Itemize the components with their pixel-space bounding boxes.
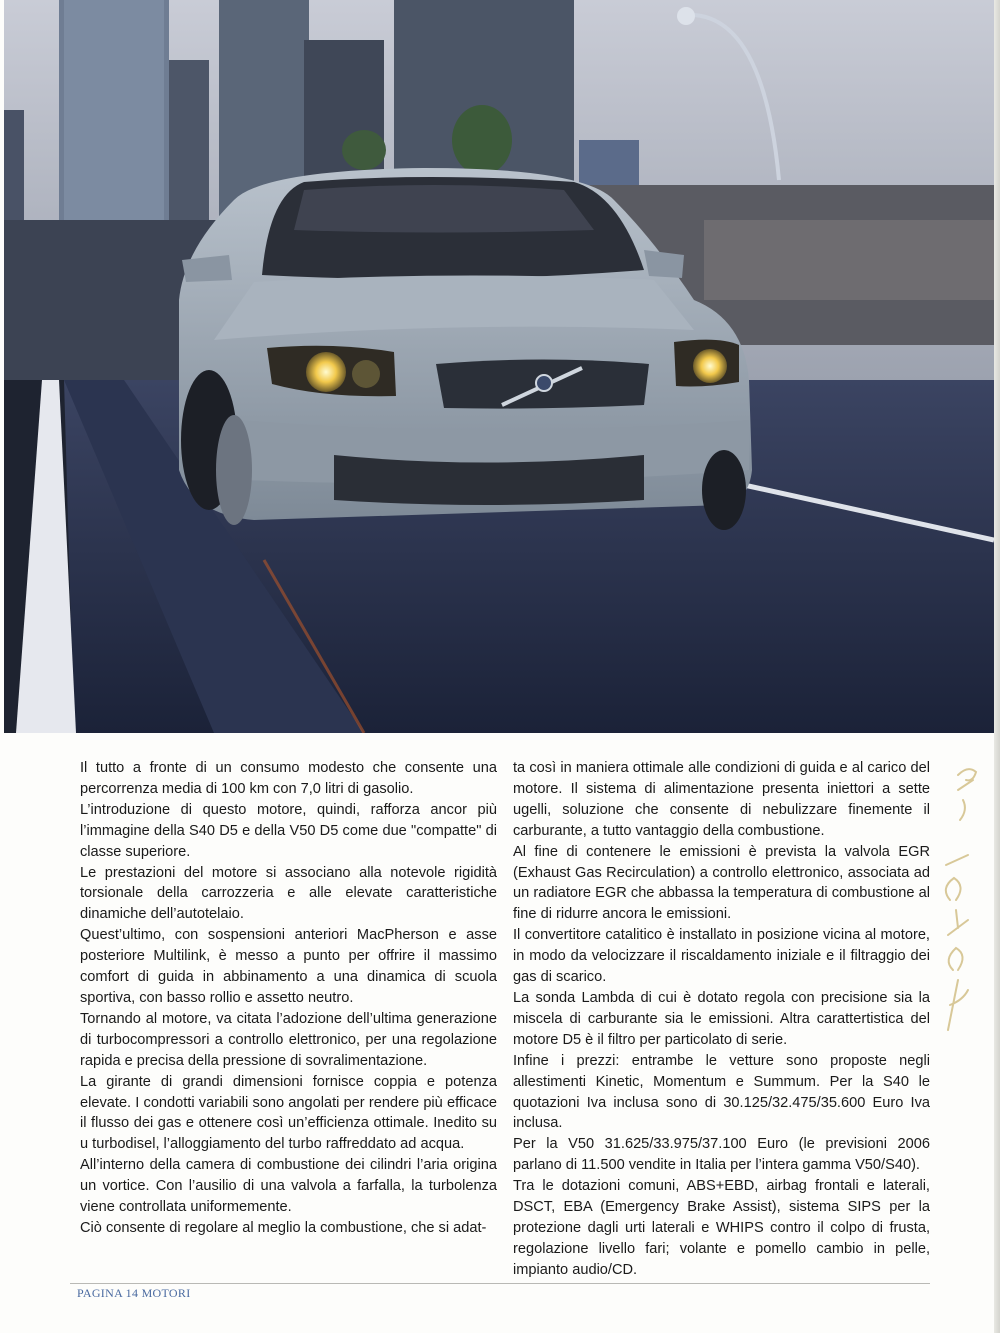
article-body	[80, 758, 930, 1278]
paragraph: L’introduzione di questo motore, quindi, rafforza ancor più l’immagine della S40 D5 e della V50 D5 come due "compatte" di classe superiore.	[80, 801, 497, 860]
footer-divider	[70, 1283, 930, 1284]
article-left-column	[80, 758, 497, 1239]
car-photo-illustration	[4, 0, 994, 733]
paragraph: Il convertitore catalitico è installato in posizione vicina al motore, in modo da velocizzare il riscaldamento iniziale e il filtraggio dei gas di scarico.	[513, 927, 930, 986]
paragraph: Quest’ultimo, con sospensioni anteriori MacPherson e asse posteriore Multilink, è messo a punto per offrire il massimo comfort di guida in abbinamento a una dinamica di scuola sportiva, con basso rollio e assetto neutro.	[80, 927, 497, 1006]
paragraph: Al fine di contenere le emissioni è prevista la valvola EGR (Exhaust Gas Recirculation) a controllo elettronico, associata ad un radiatore EGR che abbassa la temperatura di combustione al fine di ridurre ancora le emissioni.	[513, 843, 930, 923]
paragraph: Infine i prezzi: entrambe le vetture sono proposte negli allestimenti Kinetic, Momentum e Summum. Per la S40 le quotazioni Iva inclusa sono di 30.125/32.475/35.600 Euro Iva inclusa.	[513, 1052, 930, 1132]
car-photo	[4, 0, 994, 733]
page-edge	[994, 0, 1000, 1333]
paragraph: La girante di grandi dimensioni fornisce coppia e potenza elevate. I condotti variabili sono angolati per rendere più efficace il flusso dei gas e ottenere così un’efficienza ottimale. Inedito su u turbodisel, l’alloggiamento del turbo raffreddato ad acqua.	[80, 1073, 497, 1153]
paragraph: Il tutto a fronte di un consumo modesto che consente una percorrenza media di 100 km con 7,0 litri di gasolio.	[80, 760, 497, 797]
paragraph: Per la V50 31.625/33.975/37.100 Euro (le previsioni 2006 parlano di 11.500 vendite in Italia per l’intera gamma V50/S40).	[513, 1136, 930, 1174]
paragraph: All’interno della camera di combustione dei cilindri l’aria origina un vortice. Con l’ausilio di una valvola a farfalla, la turbolenza viene controllata uniformemente.	[80, 1157, 497, 1216]
paragraph: Tra le dotazioni comuni, ABS+EBD, airbag frontali e laterali, DSCT, EBA (Emergency Brake Assist), sistema SIPS per la protezione dagli urti laterali e WHIPS contro il colpo di frusta, regolazione livello fari; volante e pomello cambio in pelle, impianto audio/CD.	[513, 1178, 930, 1278]
handwritten-annotation	[928, 760, 988, 1040]
paragraph: Ciò consente di regolare al meglio la combustione, che si adat-	[80, 1219, 487, 1236]
article-right-column	[513, 758, 930, 1281]
paragraph: Le prestazioni del motore si associano alla notevole rigidità torsionale della carrozzeria e alle elevate caratteristiche dinamiche dell’autotelaio.	[80, 864, 497, 923]
paragraph: ta così in maniera ottimale alle condizioni di guida e al carico del motore. Il sistema di alimentazione presenta iniettori a sette ugelli, soluzione che consente di nebulizzare finemente il carburante, a tutto vantaggio della combustione.	[513, 760, 930, 839]
paragraph: Tornando al motore, va citata l’adozione dell’ultima generazione di turbocompressori a controllo elettronico, per una regolazione rapida e precisa della pressione di sovralimentazione.	[80, 1010, 497, 1069]
page-footer: PAGINA 14 MOTORI	[77, 1286, 191, 1300]
paragraph: La sonda Lambda di cui è dotato regola con precisione sia la miscela di carburante sia le emissioni. Altra carattertistica del motore D5 è il filtro per particolato di serie.	[513, 989, 930, 1048]
